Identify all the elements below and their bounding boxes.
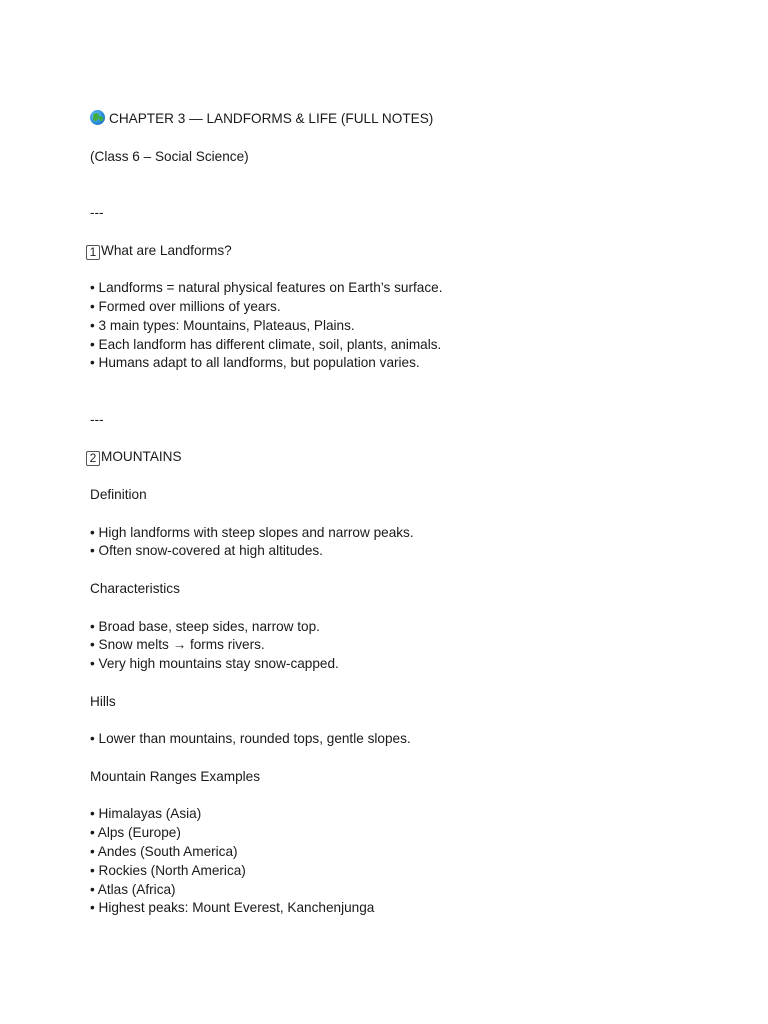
section-heading — [90, 448, 730, 467]
section-heading-text: MOUNTAINS — [101, 449, 182, 465]
chapter-subtitle: (Class 6 – Social Science) — [90, 148, 249, 164]
list-item: • Highest peaks: Mount Everest, Kanchenjunga — [90, 900, 375, 916]
section-heading — [90, 242, 730, 261]
list-item: • Alps (Europe) — [90, 825, 181, 841]
subsection-title: Characteristics — [90, 580, 180, 596]
chapter-title — [90, 110, 730, 129]
separator: --- — [90, 411, 104, 427]
list-item: • Himalayas (Asia) — [90, 806, 202, 822]
list-item: • Humans adapt to all landforms, but population varies. — [90, 355, 420, 371]
subsection-title: Definition — [90, 486, 147, 502]
globe-icon — [90, 110, 105, 125]
section-heading-text: What are Landforms? — [101, 242, 232, 258]
keycap-number-1: 1 — [86, 245, 100, 260]
subsection-title: Mountain Ranges Examples — [90, 768, 261, 784]
separator: --- — [90, 204, 104, 220]
list-item: • Landforms = natural physical features on Earth’s surface. — [90, 280, 443, 296]
chapter-title-text: CHAPTER 3 — LANDFORMS & LIFE (FULL NOTES) — [109, 111, 434, 126]
list-item: • Lower than mountains, rounded tops, gentle slopes. — [90, 731, 411, 747]
list-item: • Formed over millions of years. — [90, 298, 281, 314]
list-item: • Often snow-covered at high altitudes. — [90, 543, 323, 559]
list-item: • Atlas (Africa) — [90, 881, 176, 897]
subsection-title: Hills — [90, 693, 116, 709]
list-item: • 3 main types: Mountains, Plateaus, Plains. — [90, 317, 355, 333]
list-item: • Andes (South America) — [90, 844, 238, 860]
list-item: • Each landform has different climate, soil, plants, animals. — [90, 336, 442, 352]
keycap-number-2: 2 — [86, 451, 100, 466]
list-item: • High landforms with steep slopes and narrow peaks. — [90, 524, 414, 540]
list-item: • Broad base, steep sides, narrow top. — [90, 618, 320, 634]
notes-document — [90, 110, 730, 918]
list-item: • Rockies (North America) — [90, 862, 246, 878]
list-item: • Very high mountains stay snow-capped. — [90, 656, 339, 672]
list-item: • Snow melts → forms rivers. — [90, 637, 265, 653]
